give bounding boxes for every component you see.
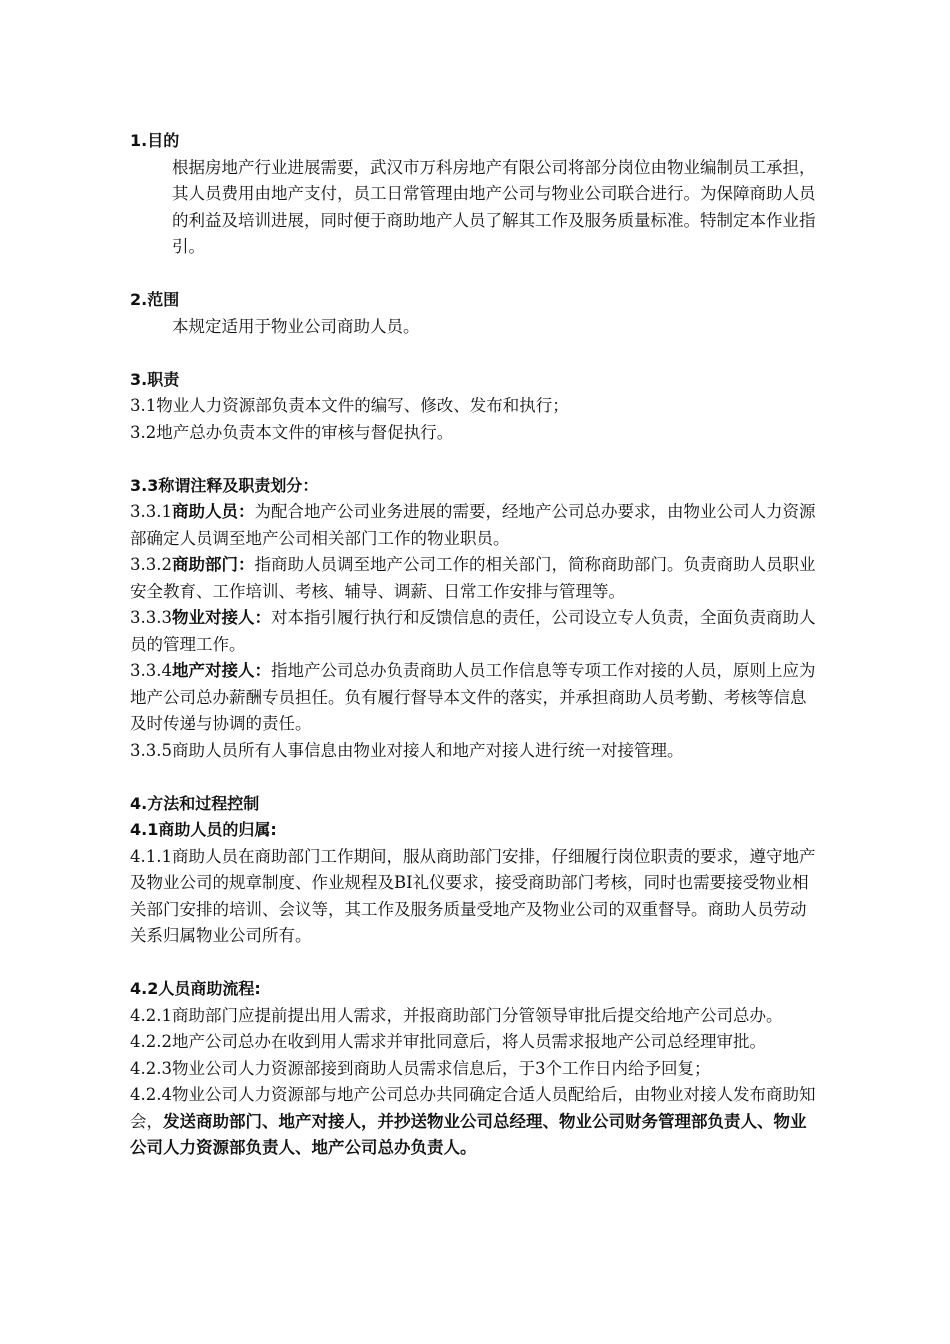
section-4-2-2: 4.2.2地产公司总办在收到用人需求并审批同意后，将人员需求报地产公司总经理审批。 [130, 1032, 766, 1051]
section-4-2-3: 4.2.3物业公司人力资源部接到商助人员需求信息后，于3个工作日内给予回复； [130, 1058, 711, 1078]
document-page [130, 128, 820, 1162]
section-4-2-title: 4.2人员商助流程: [130, 979, 261, 998]
section-1-body: 根据房地产行业进展需要，武汉市万科房地产有限公司将部分岗位由物业编制员工承担，其人员费用由地产支付，员工日常管理由地产公司与物业公司联合进行。为保障商助人员的利益及培训进展，同时便于商助地产人员了解其工作及服务质量标准。特制定本作业指引。 [172, 157, 816, 256]
section-3-3-title: 3.3称谓注释及职责划分： [130, 475, 319, 495]
bold-recipients: 发送商助部门、地产对接人，并抄送物业公司总经理、物业公司财务管理部负责人、物业公司人力资源部负责人、地产公司总办负责人。 [130, 1111, 807, 1157]
section-1-title: 1.目的 [130, 131, 180, 150]
section-3-title: 3.职责 [130, 369, 180, 389]
section-4-1-1: 4.1.1商助人员在商助部门工作期间，服从商助部门安排，仔细履行岗位职责的要求，遵守地产及物业公司的规章制度、作业规程及BI礼仪要求，接受商助部门考核，同时也需要接受物业相关部门安排的培训、会议等，其工作及服务质量受地产及物业公司的双重督导。商助人员劳动关系归属物业公司所有。 [130, 846, 816, 945]
section-4-1-title: 4.1商助人员的归属: [130, 820, 277, 839]
section-4-2-4: 4.2.4物业公司人力资源部与地产公司总办共同确定合适人员配给后，由物业对接人发布商助知会，发送商助部门、地产对接人，并抄送物业公司总经理、物业公司财务管理部负责人、物业公司人力资源部负责人、地产公司总办负责人。 [130, 1085, 816, 1157]
section-3-3-3: 3.3.3物业对接人：对本指引履行执行和反馈信息的责任，公司设立专人负责，全面负责商助人员的管理工作。 [130, 608, 816, 654]
section-4-2-1: 4.2.1商助部门应提前提出用人需求，并报商助部门分管领导审批后提交给地产公司总办。 [130, 1005, 783, 1025]
section-3-2: 3.2地产总办负责本文件的审核与督促执行。 [130, 422, 454, 442]
section-4-title: 4.方法和过程控制 [130, 793, 260, 813]
section-2-title: 2.范围 [130, 290, 180, 309]
term-label: 地产对接人： [171, 661, 271, 680]
section-3-3-4: 3.3.4地产对接人：指地产公司总办负责商助人员工作信息等专项工作对接的人员，原则上应为地产公司总办薪酬专员担任。负有履行督导本文件的落实，并承担商助人员考勤、考核等信息及时传递与协调的责任。 [130, 661, 816, 733]
term-label: 商助人员： [171, 502, 255, 521]
section-3-3-1: 3.3.1商助人员：为配合地产公司业务进展的需要，经地产公司总办要求，由物业公司人力资源部确定人员调至地产公司相关部门工作的物业职员。 [130, 502, 816, 548]
section-3-3-5: 3.3.5商助人员所有人事信息由物业对接人和地产对接人进行统一对接管理。 [130, 740, 684, 760]
term-label: 商助部门： [171, 555, 255, 574]
section-3-3-2: 3.3.2商助部门：指商助人员调至地产公司工作的相关部门，简称商助部门。负责商助人员职业安全教育、工作培训、考核、辅导、调薪、日常工作安排与管理等。 [130, 555, 816, 601]
section-3-1: 3.1物业人力资源部负责本文件的编写、修改、发布和执行； [130, 396, 569, 415]
term-label: 物业对接人： [171, 608, 271, 627]
section-2-body: 本规定适用于物业公司商助人员。 [172, 316, 420, 336]
